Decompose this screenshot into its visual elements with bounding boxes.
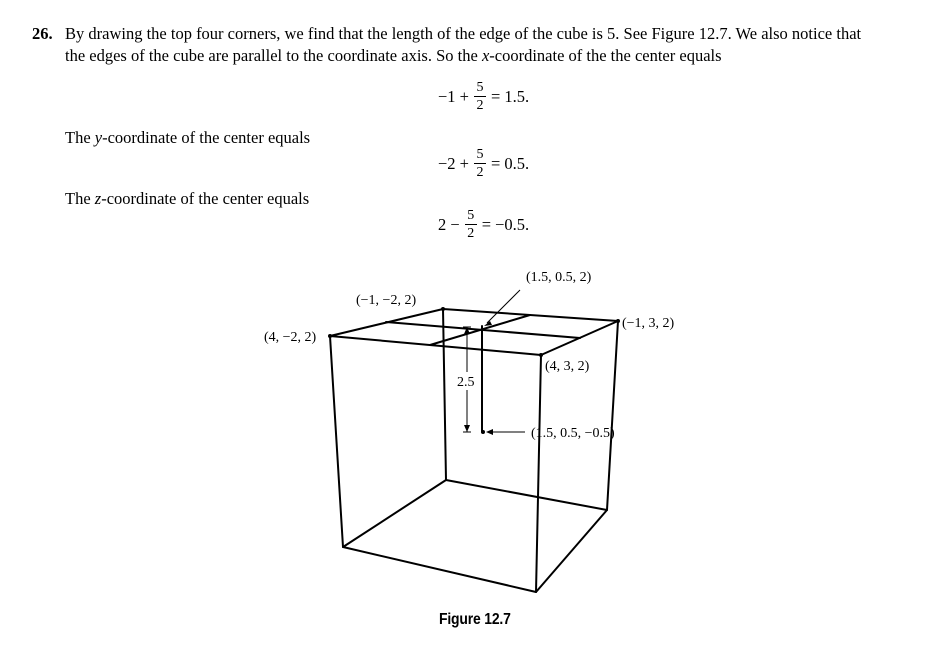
vertex-dot <box>539 353 543 357</box>
bottom-edge-1 <box>343 547 536 592</box>
center-label: (1.5, 0.5, −0.5) <box>531 426 615 441</box>
top-edge-front <box>330 336 541 355</box>
height-label: 2.5 <box>457 375 475 390</box>
corner-label-back-left: (−1, −2, 2) <box>356 293 417 308</box>
arrow-head <box>486 429 493 435</box>
frac-num: 5 <box>476 147 484 162</box>
vertical-edge-front-left <box>330 336 343 547</box>
vertical-edge-back-right <box>607 321 618 510</box>
corner-label-front-left: (4, −2, 2) <box>264 330 317 345</box>
bottom-edge-2 <box>536 510 607 592</box>
corner-label-front-right: (4, 3, 2) <box>545 359 590 374</box>
bottom-edge-3 <box>446 480 607 510</box>
line2-pre: the edges of the cube are parallel to the coordinate axis. So the <box>65 46 482 65</box>
vertex-dot <box>328 334 332 338</box>
vertical-edge-back-left <box>443 309 446 480</box>
note-post: -coordinate of the center equals <box>101 189 310 208</box>
top-midline-2 <box>430 315 530 345</box>
eq-rhs: = 1.5. <box>491 86 530 106</box>
note-post: -coordinate of the center equals <box>102 128 311 147</box>
frac-num: 5 <box>476 80 484 95</box>
top-center-label: (1.5, 0.5, 2) <box>526 270 592 285</box>
line2-var: x <box>481 46 490 65</box>
frac-den: 2 <box>467 226 475 241</box>
eq-lhs: 2 − <box>438 214 460 234</box>
frac-num: 5 <box>467 208 475 223</box>
note-pre: The <box>65 189 95 208</box>
frac-den: 2 <box>476 98 484 113</box>
vertex-dot <box>616 319 620 323</box>
figure-caption: Figure 12.7 <box>439 611 511 628</box>
frac-den: 2 <box>476 165 484 180</box>
center-dot <box>481 430 485 434</box>
note-pre: The <box>65 128 95 147</box>
note-var: z <box>94 189 102 208</box>
eq-lhs: −1 + <box>438 86 469 106</box>
eq-lhs: −2 + <box>438 153 469 173</box>
problem-text-line1: By drawing the top four corners, we find that the length of the edge of the cube is 5. See Figure 12.7. We also notice that <box>65 24 862 43</box>
bottom-edge-4 <box>343 480 446 547</box>
note-var: y <box>94 128 103 147</box>
problem-number: 26. <box>32 24 53 43</box>
height-arrow-down <box>464 425 470 432</box>
corner-label-back-right: (−1, 3, 2) <box>622 316 675 331</box>
line2-post: -coordinate of the the center equals <box>489 46 722 65</box>
eq-rhs: = −0.5. <box>481 214 530 234</box>
eq-rhs: = 0.5. <box>491 153 530 173</box>
top-center-leader <box>487 290 520 323</box>
vertical-edge-front-right <box>536 355 541 592</box>
vertex-dot <box>441 307 445 311</box>
